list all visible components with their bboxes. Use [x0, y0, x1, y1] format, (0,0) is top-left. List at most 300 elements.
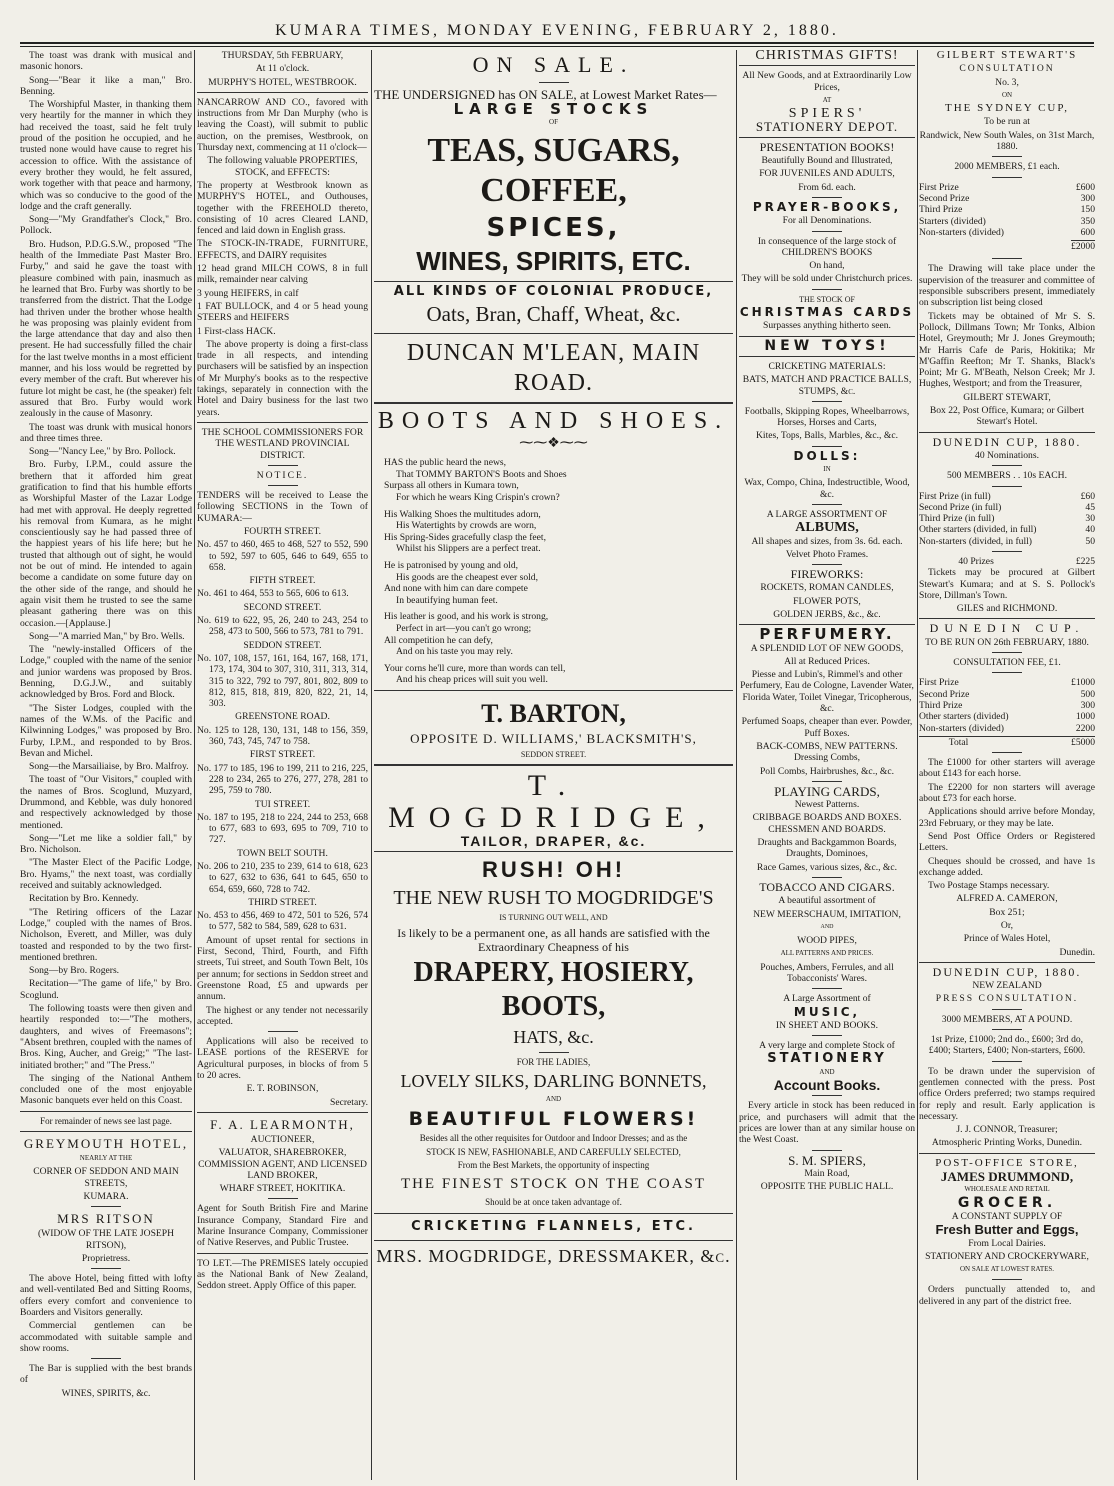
- or-text: Or,: [1000, 920, 1014, 931]
- divider: [197, 92, 368, 93]
- prize-label: Non-starters (divided, in full): [919, 535, 1032, 547]
- onhand-text: On hand,: [809, 260, 845, 272]
- toys-heading: NEW TOYS!: [764, 337, 890, 354]
- poem-line: That TOMMY BARTON'S Boots and Shoes: [396, 468, 567, 480]
- shapes-text: All shapes and sizes, from 3s. 6d. each.: [751, 535, 903, 547]
- signatory: E. T. ROBINSON,: [246, 1083, 319, 1095]
- teas-heading: TEAS, SUGARS, COFFEE,: [427, 131, 680, 209]
- divider: [812, 1035, 842, 1036]
- prize-row: [919, 524, 1095, 535]
- drapery-heading: DRAPERY, HOSIERY, BOOTS,: [413, 956, 694, 1022]
- large-stocks: LARGE STOCKS: [453, 100, 654, 118]
- complete-text: A very large and complete Stock of: [759, 1040, 895, 1052]
- paragraph: "The Sister Lodges, coupled with the names of the W.Ms. of the Pacific and Kilwinning Lodges," was proposed by Bro. Furby, I.P.M., and responded to by Bros. Bevan and Michel.: [20, 702, 192, 759]
- prize-value: 50: [1085, 535, 1095, 547]
- turning-text: IS TURNING OUT WELL, AND: [499, 913, 608, 923]
- prize-value: £60: [1080, 490, 1095, 502]
- street-name: GREENSTONE ROAD.: [235, 711, 330, 723]
- street-sections: No. 619 to 622, 95, 26, 240 to 243, 254 to 258, 473 to 500, 566 to 573, 781 to 791.: [197, 615, 368, 638]
- street-sections: No. 107, 108, 157, 161, 164, 167, 168, 171, 173, 174, 304 to 307, 310, 311, 313, 314, 315 to 322, 792 to 797, 801, 802, 809 to 812, 815, 818, 819, 820, 822, 21, 14, 303.: [197, 652, 368, 710]
- velvet-text: Velvet Photo Frames.: [785, 548, 869, 560]
- auction-items: [197, 180, 368, 337]
- street-list: [197, 526, 368, 933]
- and-text: AND: [545, 1095, 562, 1104]
- poem-line: He is patronised by young and old,: [384, 559, 519, 571]
- paragraph: The toast was drunk with musical honors and three times three.: [20, 421, 192, 444]
- sydney-cup: THE SYDNEY CUP,: [944, 102, 1069, 115]
- gs-consult: CONSULTATION: [959, 63, 1055, 75]
- column-news: [20, 50, 192, 1480]
- soaps-text: Perfumed Soaps, cheaper than ever. Powder, Puff Boxes.: [741, 716, 913, 739]
- poem-line: His Watertights by crowds are worn,: [396, 520, 537, 532]
- rockets-text: ROCKETS, ROMAN CANDLES,: [760, 582, 894, 594]
- divider: [539, 1052, 569, 1053]
- paragraph: Song—"Nancy Lee," by Bro. Pollock.: [29, 446, 176, 458]
- highest-text: The highest or any tender not necessarily accepted.: [197, 1004, 368, 1027]
- fireworks-heading: FIREWORKS:: [790, 567, 864, 582]
- divider: [919, 1153, 1095, 1154]
- stock-new-text: STOCK IS NEW, FASHIONABLE, AND CAREFULLY SELECTED,: [426, 1146, 681, 1157]
- prize-label: First Prize: [919, 677, 959, 689]
- street-name: FOURTH STREET.: [243, 525, 322, 537]
- divider: [91, 1358, 121, 1359]
- grocer-heading: GROCER.: [957, 1194, 1057, 1211]
- paragraph: "The Retiring officers of the Lazar Lodge," coupled with the names of Bros. Nicholson, Everett, and Miller, was duly toasted and responded to by the two first-mentioned brethren.: [20, 906, 192, 963]
- randwick-text: Randwick, New South Wales, on 31st March, 1880.: [919, 129, 1095, 153]
- divider: [91, 1268, 121, 1269]
- prize-row: [919, 677, 1095, 688]
- tobacco-heading: TOBACCO AND CIGARS.: [759, 879, 895, 894]
- cricketing-text: CRICKETING MATERIALS:: [768, 360, 886, 372]
- run-text: To be run at: [984, 116, 1030, 128]
- divider: [374, 1213, 733, 1214]
- gs-title: GILBERT STEWART'S: [936, 50, 1078, 61]
- learmonth-agent: Agent for South British Fire and Marine Insurance Company, Standard Fire and Marine Insurance Company, Commissioner of Native Reserves, and Public Trustee.: [197, 1203, 368, 1249]
- prize-row: [919, 711, 1095, 722]
- and-text: AND: [819, 1067, 835, 1076]
- divider: [268, 465, 298, 466]
- divider: [197, 1253, 368, 1254]
- prince-text: Prince of Wales Hotel,: [963, 933, 1051, 945]
- auction-time: At 11 o'clock.: [255, 63, 310, 75]
- butter-heading: Fresh Butter and Eggs,: [935, 1222, 1079, 1238]
- prize-row: [919, 536, 1095, 547]
- paragraph: Recitation by Bro. Kennedy.: [29, 893, 139, 905]
- drummond-heading: JAMES DRUMMOND,: [940, 1169, 1074, 1185]
- opposite-text: OPPOSITE THE PUBLIC HALL.: [760, 1181, 894, 1193]
- gilbert-sign: GILBERT STEWART,: [963, 391, 1051, 403]
- column-divider: [917, 50, 918, 1480]
- colonial-produce: ALL KINDS OF COLONIAL PRODUCE,: [393, 283, 714, 299]
- divider: [812, 401, 842, 402]
- column-spiers: [739, 50, 915, 1480]
- prize-label: Non-starters (divided): [919, 722, 1004, 734]
- draughts-text: Draughts and Backgammon Boards, Draughts, Dominoes,: [757, 837, 897, 860]
- barton-name: T. BARTON,: [481, 698, 626, 728]
- on-sale-heading: ON SALE.: [472, 52, 635, 77]
- three-thousand-text: 3000 MEMBERS, AT A POUND.: [941, 1013, 1073, 1025]
- prize-value: 600: [1080, 226, 1095, 238]
- street-sections: No. 461 to 464, 553 to 565, 606 to 613.: [197, 588, 349, 600]
- divider: [539, 82, 569, 83]
- alfred-sign: ALFRED A. CAMERON,: [956, 893, 1058, 905]
- masthead-rule: [20, 42, 1094, 47]
- juveniles-text: FOR JUVENILES AND ADULTS,: [759, 168, 895, 180]
- prize-table: [919, 677, 1095, 733]
- footballs-text: Footballs, Skipping Ropes, Wheelbarrows, Horses, Horses and Carts,: [744, 405, 910, 429]
- signatory-title: Secretary.: [330, 1096, 368, 1108]
- to-let-notice: TO LET.—The PREMISES lately occupied as the National Bank of New Zealand, Seddon street. Apply Office of this paper.: [197, 1257, 368, 1292]
- newest-text: Newest Patterns.: [794, 799, 860, 811]
- column-divider: [736, 50, 737, 1480]
- orders-text: Orders punctually attended to, and delivered in any part of the district free.: [919, 1284, 1095, 1307]
- paragraph: Song—"Let me like a soldier fall," by Bro. Nicholson.: [20, 832, 192, 856]
- prize-row: [919, 193, 1095, 204]
- at-text: AT: [822, 95, 832, 104]
- beautiful-text: A beautiful assortment of: [778, 895, 876, 907]
- stamps-text: Two Postage Stamps necessary.: [928, 880, 1050, 892]
- tenders-text: TENDERS will be received to Lease the following SECTIONS in the Town of KUMARA:—: [197, 490, 368, 524]
- poem-line: All competition he can defy,: [384, 634, 493, 646]
- poem-line: In beautifying human feet.: [396, 594, 498, 606]
- school-title: THE SCHOOL COMMISSIONERS FOR THE WESTLAND PROVINCIAL DISTRICT.: [201, 426, 364, 461]
- perfumery-heading: PERFUMERY.: [759, 625, 895, 644]
- prize-row: [919, 723, 1095, 734]
- divider: [374, 1240, 733, 1241]
- prize-value: 45: [1085, 501, 1095, 513]
- of-text: OF: [549, 118, 558, 127]
- prize-row: [919, 182, 1095, 193]
- prize-row: [919, 227, 1095, 238]
- divider: [992, 177, 1022, 178]
- account-books-heading: Account Books.: [773, 1077, 881, 1094]
- street-name: SEDDON STREET.: [243, 639, 322, 651]
- meerschaum-text: NEW MEERSCHAUM, IMITATION,: [753, 908, 901, 920]
- finest-heading: THE FINEST STOCK ON THE COAST: [400, 1176, 707, 1193]
- paragraph: The "newly-installed Officers of the Lodge," coupled with the name of the senior and junior wardens was proposed by Bros. Benning, D.G.J.W., and suitably acknowledged by Bros. Ford and Block.: [20, 644, 192, 701]
- rush-heading: RUSH! OH!: [481, 857, 626, 883]
- divider: [992, 1029, 1022, 1030]
- barton-poem: [374, 457, 733, 686]
- constant-text: A CONSTANT SUPPLY OF: [951, 1210, 1063, 1222]
- divider: [268, 1198, 298, 1199]
- onsale-text: ON SALE AT LOWEST RATES.: [959, 1265, 1055, 1274]
- music-heading: MUSIC,: [793, 1004, 861, 1019]
- divider: [812, 564, 842, 565]
- prayer-heading: PRAYER-BOOKS,: [752, 199, 902, 214]
- cribbage-text: CRIBBAGE BOARDS AND BOXES. CHESSMEN AND BOARDS.: [752, 812, 902, 835]
- should-text: Should be at once taken advantage of.: [485, 1197, 622, 1208]
- divider: [992, 258, 1022, 259]
- hotel-text: WINES, SPIRITS, &c.: [61, 1387, 151, 1399]
- divider: [992, 1009, 1022, 1010]
- prize-label: Third Prize: [919, 204, 963, 216]
- street-sections: No. 187 to 195, 218 to 224, 244 to 253, 668 to 677, 683 to 693, 695 to 709, 710 to 727.: [197, 811, 368, 846]
- prize-label: Starters (divided): [919, 215, 986, 227]
- dunedin-cup-2: DUNEDIN CUP.: [929, 621, 1085, 636]
- poem-line: Whilst his Slippers are a perfect treat.: [396, 543, 541, 555]
- sold-under-text: They will be sold under Christchurch prices.: [741, 273, 913, 285]
- pollcombs-text: Poll Combs, Hairbrushes, &c., &c.: [759, 765, 895, 777]
- prize-table: [919, 491, 1095, 547]
- street-sections: No. 177 to 185, 196 to 199, 211 to 216, 225, 228 to 234, 265 to 276, 277, 278, 281 to 295, 759 to 780.: [197, 762, 368, 797]
- divider: [739, 356, 915, 357]
- barton-street: SEDDON STREET.: [520, 749, 587, 759]
- street-name: THIRD STREET.: [248, 896, 317, 908]
- hotel-owner-sub: Proprietress.: [81, 1252, 131, 1264]
- hotel-owner: MRS RITSON: [57, 1211, 155, 1227]
- poem-line: HAS the public heard the news,: [384, 457, 507, 469]
- box-text: Box 22, Post Office, Kumara; or Gilbert Stewart's Hotel.: [929, 405, 1085, 428]
- divider: [919, 962, 1095, 963]
- surpasses-text: Surpasses anything hitherto seen.: [763, 320, 891, 332]
- prize-label: Other starters (divided): [919, 711, 1009, 723]
- paragraph: The toast was drank with musical and masonic honors.: [20, 50, 192, 73]
- drawn-text: To be drawn under the supervision of gentlemen connected with the press. Post office Orders preferred; two stamps required for reply and result. Early application is necessary.: [919, 1065, 1095, 1122]
- hotel-text: The above Hotel, being fitted with lofty and well-ventilated Bed and Sitting Rooms, offers every comfort and convenience to Boarders and Visitors generally.: [20, 1273, 192, 1318]
- divider: [812, 1150, 842, 1151]
- divider: [812, 504, 842, 505]
- prize-label: Second Prize: [919, 688, 970, 700]
- learmonth-address: WHARF STREET, HOKITIKA.: [219, 1183, 346, 1195]
- prize-total-table: [919, 556, 1095, 567]
- avg2-text: The £2200 for non starters will average about £73 for each horse.: [919, 781, 1095, 805]
- paragraph: 3 young HEIFERS, in calf: [197, 287, 299, 299]
- prize-value: 300: [1080, 192, 1095, 204]
- prize-table: [919, 182, 1095, 238]
- giles-sign: GILES and RICHMOND.: [956, 603, 1058, 615]
- learmonth-sub: AUCTIONEER,: [250, 1133, 315, 1145]
- poem-line: Perfect in art—you can't go wrong;: [396, 622, 532, 634]
- forty-prizes: 40 Prizes: [958, 555, 994, 567]
- pipes-text: WOOD PIPES,: [797, 935, 857, 947]
- golden-text: GOLDEN JERBS, &c., &c.: [773, 608, 881, 620]
- rental-text: Amount of upset rental for sections in First, Second, Third, Fourth, and Fifth streets, Tui street, and South Town Belt, 10s per annum; for sections in Seddon street and Greenstone Road, £5 and upwards per annum.: [197, 934, 368, 1003]
- wholesale-text: WHOLESALE AND RETAIL: [964, 1185, 1050, 1194]
- flowers-heading: BEAUTIFUL FLOWERS!: [408, 1108, 699, 1131]
- divider: [374, 851, 733, 852]
- divider: [812, 877, 842, 878]
- forty-total: £225: [1075, 555, 1095, 567]
- gs-no: No. 3,: [995, 76, 1019, 88]
- prize-total: £2000: [1071, 241, 1095, 253]
- divider: [91, 1206, 121, 1207]
- paragraph: The STOCK-IN-TRADE, FURNITURE, EFFECTS, and DAIRY requisites: [197, 238, 368, 261]
- paragraph: Song—by Bro. Rogers.: [29, 965, 120, 977]
- paragraph: 12 head grand MILCH COWS, 8 in full milk, remainder near calving: [197, 263, 368, 286]
- poem-line: Surpass all others in Kumara town,: [384, 480, 519, 492]
- divider: [374, 402, 733, 404]
- apply-text: Applications should arrive before Monday, 23rd February, or they may be late.: [919, 806, 1095, 829]
- new-rush-heading: THE NEW RUSH TO MOGDRIDGE'S: [393, 887, 714, 910]
- poem-line: His leather is good, and his work is strong,: [384, 611, 549, 623]
- street-sections: No. 125 to 128, 130, 131, 148 to 156, 359, 360, 743, 745, 747 to 758.: [197, 724, 368, 748]
- prize-label: Non-starters (divided): [919, 226, 1004, 238]
- poem-line: His goods are the cheapest ever sold,: [396, 571, 538, 583]
- likely-text: Is likely to be a permanent one, as all hands are satisfied with the Extraordinary Cheapness of his: [397, 925, 710, 954]
- applications-text: Applications will also be received to LEASE portions of the RESERVE for Agricultural purposes, in blocks of from 5 to 20 acres.: [197, 1036, 368, 1082]
- splendid-text: A SPLENDID LOT OF NEW GOODS,: [750, 642, 904, 654]
- send-text: Send Post Office Orders or Registered Letters.: [919, 830, 1095, 854]
- divider: [374, 764, 733, 766]
- in-text: IN: [823, 465, 831, 474]
- prize-label: Other starters (divided, in full): [919, 524, 1037, 536]
- street-sections: No. 206 to 210, 235 to 239, 614 to 618, 623 to 627, 632 to 636, 641 to 645, 650 to 654, 659, 660, 728 to 742.: [197, 861, 368, 895]
- ornament-divider: ⁓⁓❖⁓⁓: [519, 435, 588, 451]
- nominations-text: 40 Nominations.: [975, 449, 1039, 461]
- christmas-heading: CHRISTMAS GIFTS!: [755, 50, 899, 63]
- prize-row: [919, 204, 1095, 215]
- post-office-heading: POST-OFFICE STORE,: [935, 1156, 1079, 1169]
- and-text: AND: [820, 923, 834, 930]
- column-consultations: [919, 50, 1095, 1480]
- auction-close: The above property is doing a first-class trade in all respects, and intending purchasers will be satisfied by an inspection of Mr Murphy's books as to the respective takings, separately in connection with the Hotel and Dairy business for the last two years.: [197, 338, 368, 418]
- divider: [919, 618, 1095, 619]
- consequence-text: In consequence of the large stock of CHILDREN'S BOOKS: [757, 235, 897, 258]
- poem-line: For which he wears King Crispin's crown?: [396, 491, 560, 503]
- presentation-heading: PRESENTATION BOOKS!: [759, 139, 895, 154]
- paragraph: Song—"A married Man," by Bro. Wells.: [29, 630, 185, 642]
- members-text: 2000 MEMBERS, £1 each.: [954, 161, 1060, 173]
- large-assort-text: A Large Assortment of: [783, 993, 871, 1005]
- prize-value: 150: [1080, 204, 1095, 216]
- tickets-text: Tickets may be obtained of Mr S. S. Pollock, Dillmans Town; Mr Tonks, Albion Hotel, Greymouth; Mr J. Jones Greymouth; Mr Harris Cafe de Paris, Hokitika; Mr M'Gaffin Reefton; Mr T. Shanks, Black's Point; Mr G. M'Beath, Nelson Creek; Mr J. Hughes, Westport; and from the Treasurer,: [919, 310, 1095, 390]
- paragraph: Song—the Marsailiaise, by Bro. Malfroy.: [29, 761, 189, 773]
- divider: [992, 551, 1022, 552]
- oats-heading: Oats, Bran, Chaff, Wheat, &c.: [426, 301, 681, 326]
- prize-row: [919, 216, 1095, 227]
- paragraph: The singing of the National Anthem concluded one of the most enjoyable Masonic banquets ever held on this Coast.: [20, 1072, 192, 1107]
- dunedin-town: Dunedin.: [1059, 946, 1095, 958]
- poem-line: His Walking Shoes the multitudes adorn,: [384, 508, 541, 520]
- street-name: FIFTH STREET.: [249, 575, 316, 587]
- dairies-text: From Local Dairies.: [968, 1237, 1046, 1249]
- nz-text: NEW ZEALAND: [972, 980, 1042, 992]
- paragraph: Bro. Furby, I.P.M., could assure the brethern that it afforded him great gratification to find that his humble efforts as Worshipful Master of the Lazar Lodge had met with approval. He deeply regretted his removal from Kumara, as he might conscientiously say he had passed three of the happiest years of his life here; but he trusted that although out of sight, he would not be out of mind. He intended to again become a candidate on some future day on the other side of the range, and should he again visit them he trusted to see the same pleasant gathering there was on this occasion.—[Applause.]: [20, 459, 192, 629]
- divider: [992, 652, 1022, 653]
- divider: [812, 988, 842, 989]
- mogdridge-heading: T. MOGDRIDGE,: [388, 769, 719, 835]
- paragraph: Bro. Hudson, P.D.G.S.W., proposed "The health of the Immediate Past Master Bro. Furby," and said he gave the toast with pleasure combined with pain, inasmuch as he learned that Bro. Furby was shortly to be transferred from the district. That the Lodge had thriven under the brother whose health he was proposing was plainly evident from the large attendance that day and also then present. He had successfully filled the chair for the last twelve months in a most efficient manner, and his loss would be regretted by every member of the craft. But wherever his future lot might be cast, he (the speaker) felt assured that Bro. Furby would work zealously in the cause of Masonry.: [20, 238, 192, 420]
- street-name: SECOND STREET.: [243, 601, 322, 613]
- divider: [268, 485, 298, 486]
- divider: [992, 1279, 1022, 1280]
- column-advertisements-main: [374, 50, 733, 1480]
- paragraph: The toast of "Our Visitors," coupled with the names of Bros. Scoglund, Muzyard, Drummond, and Kebble, was duly honored and respectively acknowledged by those mentioned.: [20, 774, 192, 831]
- prize-label: First Prize: [919, 181, 959, 193]
- divider: [992, 156, 1022, 157]
- prize-row: [919, 491, 1095, 502]
- divider: [992, 1061, 1022, 1062]
- prize-value: 2200: [1075, 722, 1095, 734]
- total-label: Total: [948, 736, 969, 748]
- poem-line: Your corns he'll cure, more than words can tell,: [384, 662, 566, 674]
- total-value: £5000: [1071, 736, 1095, 748]
- kites-text: Kites, Tops, Balls, Marbles, &c., &c.: [756, 430, 898, 442]
- spices-heading: SPICES,: [486, 212, 621, 243]
- hotel-sub: KUMARA.: [83, 1190, 129, 1202]
- spiers-heading: SPIERS': [788, 106, 866, 122]
- auction-intro: NANCARROW AND CO., favored with instructions from Mr Dan Murphy (who is leaving the Coast), will submit to public auction, on the premises, Westbrook, on Thursday next, commencing at 11 o'clock—: [197, 96, 368, 154]
- reduced-text: All at Reduced Prices.: [784, 655, 870, 667]
- mainroad-text: Main Road,: [804, 1167, 850, 1179]
- divider: [20, 1111, 192, 1112]
- prize-row: [919, 502, 1095, 513]
- drawing-text: The Drawing will take place under the supervision of the treasurer and committee of responsible subscribers present, immediately on subscription list being closed: [919, 263, 1095, 309]
- hats-heading: HATS, &c.: [513, 1026, 594, 1047]
- prize-label: Second Prize (in full): [919, 501, 1002, 513]
- prize-row: [919, 689, 1095, 700]
- barton-address: OPPOSITE D. WILLIAMS,' BLACKSMITH'S,: [410, 730, 697, 746]
- poem-line: His Spring-Sides gracefully clasp the feet,: [384, 531, 546, 543]
- divider: [739, 336, 915, 337]
- street-sections: No. 453 to 456, 469 to 472, 501 to 526, 574 to 577, 582 to 584, 589, 628 to 631.: [197, 910, 368, 933]
- divider: [197, 422, 368, 423]
- on-text: ON: [1001, 90, 1013, 99]
- column-auctions: [197, 50, 368, 1480]
- press-text: PRESS CONSULTATION.: [935, 993, 1079, 1005]
- silks-heading: LOVELY SILKS, DARLING BONNETS,: [400, 1071, 707, 1092]
- playing-cards-heading: PLAYING CARDS,: [774, 783, 880, 799]
- pouches-text: Pouches, Ambers, Ferrules, and all Tobacconists' Wares.: [760, 961, 894, 984]
- divider: [812, 197, 842, 198]
- prize-row: [919, 513, 1095, 524]
- prize-label: Third Prize (in full): [919, 513, 995, 525]
- paragraph: 1 FAT BULLOCK, and 4 or 5 head young STEERS and HEIFERS: [197, 300, 368, 324]
- prize-value: 40: [1085, 524, 1095, 536]
- depot-heading: STATIONERY DEPOT.: [755, 119, 899, 135]
- from6d-text: From 6d. each.: [798, 181, 856, 193]
- paragraph: Recitation—"The game of life," by Bro. Scoglund.: [20, 978, 192, 1001]
- divider: [812, 1095, 842, 1096]
- dunedin-cup-1: DUNEDIN CUP, 1880.: [932, 434, 1082, 449]
- cheques-text: Cheques should be crossed, and have 1s exchange added.: [919, 855, 1095, 878]
- divider: [992, 465, 1022, 466]
- auction-date: THURSDAY, 5th FEBRUARY,: [221, 50, 344, 61]
- hotel-sub: CORNER OF SEDDON AND MAIN STREETS,: [33, 1166, 179, 1189]
- prize-value: £1000: [1071, 677, 1095, 689]
- poem-line: And his cheap prices will suit you well.: [396, 674, 548, 686]
- street-sections: No. 457 to 460, 465 to 468, 527 to 552, 590 to 592, 597 to 605, 646 to 649, 655 to 658.: [197, 539, 368, 573]
- paragraph: "The Master Elect of the Pacific Lodge, Bro. Hyams," the next toast, was cordially received and suitably acknowledged.: [20, 857, 192, 892]
- wines-heading: WINES, SPIRITS, ETC.: [416, 245, 691, 276]
- poem-line: And on his taste you may rely.: [396, 646, 513, 658]
- divider: [374, 281, 733, 282]
- hotel-title: GREYMOUTH HOTEL,: [23, 1136, 189, 1152]
- besides-text: Besides all the other requisites for Outdoor and Indoor Dresses; and as the: [419, 1133, 688, 1144]
- stationery-heading: STATIONERY: [767, 1051, 887, 1067]
- divider: [992, 752, 1022, 753]
- race-text: Race Games, various sizes, &c., &c.: [756, 861, 898, 873]
- wax-text: Wax, Compo, China, Indestructible, Wood, &c.: [744, 477, 910, 500]
- divider: [20, 1131, 192, 1132]
- box251-text: Box 251;: [989, 906, 1025, 918]
- prize-row: [919, 700, 1095, 711]
- prize-value: 500: [1080, 688, 1095, 700]
- tobe-text: TO BE RUN ON 26th FEBRUARY, 1880.: [925, 636, 1089, 648]
- cards-heading: CHRISTMAS CARDS: [739, 305, 915, 320]
- prize-total-table: [919, 736, 1095, 748]
- markets-text: From the Best Markets, the opportunity of inspecting: [457, 1159, 650, 1170]
- every-text: Every article in stock has been reduced in price, and purchasers will admit that the prices are lower than at any similar house on the West Coast.: [739, 1100, 915, 1146]
- divider: [992, 672, 1022, 673]
- prize-value: 30: [1085, 513, 1095, 525]
- hotel-owner-sub: (WIDOW OF THE LATE JOSEPH RITSON),: [37, 1228, 175, 1251]
- dunedin-cup-3: DUNEDIN CUP, 1880.: [932, 964, 1082, 979]
- hotel-text: Commercial gentlemen can be accommodated with suitable sample and show rooms.: [20, 1320, 192, 1354]
- flowerpots-text: FLOWER POTS,: [793, 595, 861, 607]
- divider: [992, 486, 1022, 487]
